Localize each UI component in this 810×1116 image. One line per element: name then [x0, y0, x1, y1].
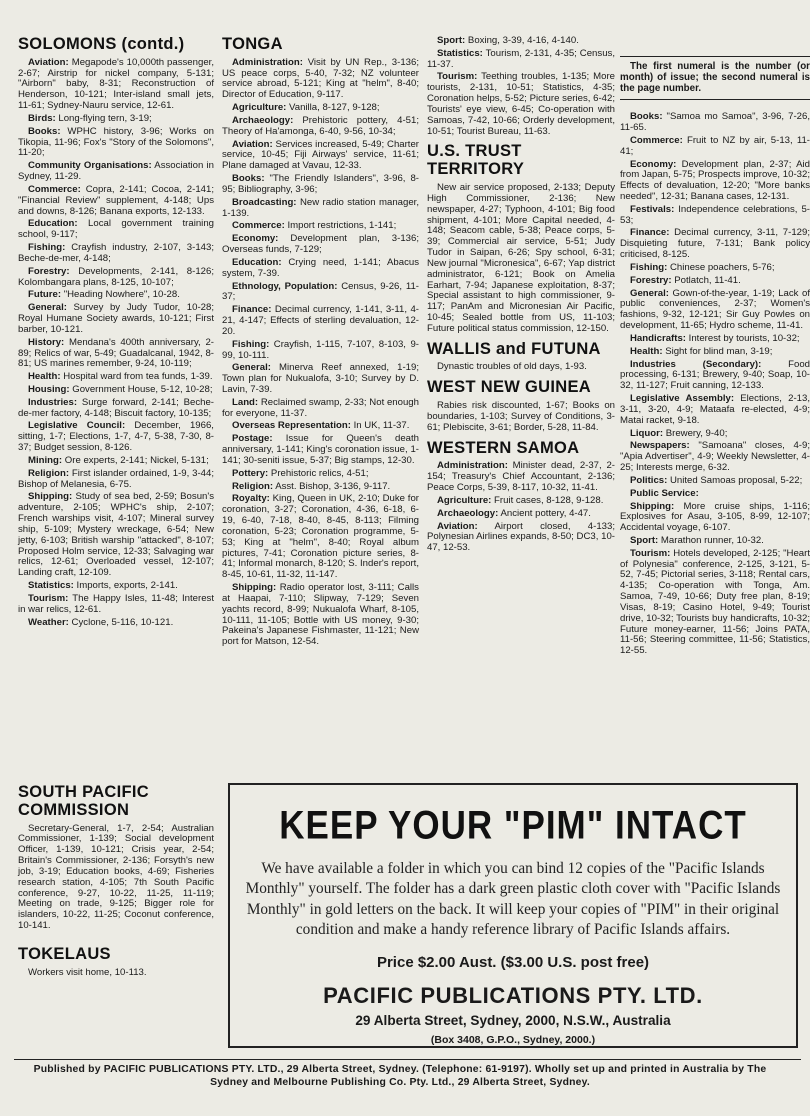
entry-label: Broadcasting: [232, 196, 297, 208]
entry-text: Marathon runner, 10-32. [660, 535, 764, 546]
entry-text: Ore experts, 2-141; Nickel, 5-131; [64, 454, 209, 466]
tonga-continued-entries [427, 36, 615, 137]
index-entry [18, 127, 214, 159]
index-entry [427, 72, 615, 137]
index-entry [18, 372, 214, 383]
index-entry [427, 522, 615, 554]
index-entry [620, 429, 810, 440]
entry-text: Airport closed, 4-133; Polynesian Airlines expands, 8-50; DC3, 10-47, 12-53. [427, 520, 616, 554]
index-entry [620, 347, 810, 358]
entry-text: Services increased, 5-49; Charter service, 10-45; Fiji Airways' service, 11-61; Plane damaged at Vavau, 12-33. [222, 138, 420, 172]
entry-text: Potlatch, 11-41. [674, 274, 741, 286]
entry-text: More cruise ships, 1-116; Explosives for Asau, 3-105, 8-99, 12-107; Accidental voyage, 6-107. [620, 500, 810, 534]
entry-text: Food processing, 6-131; Brewery, 9-40; Soap, 10-32, 11-127; Fruit canning, 12-133. [620, 358, 810, 392]
entry-label: Aviation: [437, 520, 478, 532]
entry-label: Handicrafts: [630, 332, 686, 344]
entry-label: Shipping: [232, 582, 277, 594]
index-entry [620, 549, 810, 657]
entry-label: Agriculture: [232, 102, 287, 114]
index-entry [620, 476, 810, 487]
entry-text: Survey by Judy Tudor, 10-28; Royal Humane Society awards, 10-121; First barber, 10-121. [18, 302, 214, 335]
index-entry [427, 36, 615, 47]
ad-headline: KEEP YOUR "PIM" INTACT [279, 803, 747, 848]
solomons-entries [18, 58, 214, 629]
entry-text: Crying need, 1-141; Abacus system, 7-39. [222, 256, 420, 279]
index-entry [18, 581, 214, 592]
index-entry [222, 482, 419, 493]
entry-label: Public Service: [630, 487, 699, 499]
entry-label: Forestry: [630, 274, 672, 286]
entry-label: Tourism: [630, 547, 671, 559]
entry-text: Elections, 2-13, 3-11, 3-20, 4-9; Mataafa re-elected, 4-9; Matai racket, 9-18. [620, 393, 810, 426]
western-samoa-entries [427, 461, 615, 554]
entry-label: Statistics: [437, 47, 483, 59]
entry-text: Prehistoric pottery, 4-51; Theory of Ha'amonga, 6-40, 9-56, 10-34; [222, 114, 419, 137]
index-entry [427, 49, 615, 71]
entry-label: Legislative Assembly: [630, 393, 735, 405]
entry-label: Land: [232, 396, 259, 408]
index-entry [222, 174, 419, 196]
index-entry [222, 434, 419, 466]
entry-label: Aviation: [28, 56, 69, 68]
entry-text: Developments, 2-141, 8-126; Kolombangara plans, 8-125, 10-107; [18, 265, 214, 288]
index-entry [222, 258, 419, 280]
entry-label: Administration: [232, 56, 303, 68]
entry-label: Sport: [437, 35, 466, 46]
entry-text: United Samoas proposal, 5-22; [670, 474, 803, 486]
entry-text: Decimal currency, 1-141, 3-11, 4-21, 4-147; Effects of sterling devaluation, 12-20. [222, 304, 419, 337]
index-entry [620, 489, 810, 500]
entry-text: Long-flying tern, 3-19; [58, 112, 152, 124]
ad-po-box: (Box 3408, G.P.O., Sydney, 2000.) [430, 1034, 596, 1047]
index-entry [620, 160, 810, 203]
entry-label: Economy: [232, 233, 279, 245]
entry-text: "Samoana" closes, 4-9; "Apia Advertiser", 4-9; Weekly Newsletter, 4-25; Interests merge, 6-32. [620, 440, 810, 474]
index-entry [620, 263, 810, 274]
entry-label: Archaeology: [437, 507, 499, 519]
index-entry [222, 234, 419, 256]
index-entry [18, 421, 214, 453]
index-entry [620, 502, 810, 534]
index-entry [18, 58, 214, 112]
entry-text: Megapode's 10,000th passenger, 2-67; Airstrip for nickel company, 5-131; "Airborn" baby, 8-31; Reconstruction of Henderson, 10-121; Inter-island small jets, 11-61; Sydney-Nauru service, 12-61. [18, 56, 214, 112]
entry-text: King, Queen in UK, 2-10; Duke for coronation, 3-27; Coronation, 4-36, 6-18, 6-19, 6-40, 7-18, 8-40, 8-45, 8-113; Filming coronation, 5-23; Coronation programme, 5-53; King at "helm", 8-40; Royal album pictures, 7-41; Coronation picture series, 8-41; Informal monarch, 8-120; S. Inder's report, 8-45, 10-61, 11-32, 11-147. [222, 493, 419, 581]
tonga-entries [222, 58, 419, 648]
index-entry [18, 618, 214, 629]
entry-text: Vanilla, 8-127, 9-128; [289, 102, 380, 114]
column-solomons [18, 36, 214, 704]
index-entry [222, 58, 419, 101]
index-entry [18, 385, 214, 396]
entry-text: Interest by tourists, 10-32; [688, 332, 800, 344]
entry-text: Decimal currency, 3-11, 7-129; Disquieting future, 7-131; Bank policy criticised, 8-125. [620, 227, 810, 261]
index-entry [18, 398, 214, 420]
west-new-guinea-entry-text: Rabies risk discounted, 1-67; Books on boundaries, 1-103; Survey of Conditions, 3-61; Plebiscite, 3-61; Border, 5-28, 11-84. [427, 400, 615, 433]
entry-text: Mendana's 400th anniversary, 2-89; Relics of war, 5-49; Guadalcanal, 1942, 8-81; US marines remember, 9-24, 10-119; [18, 336, 214, 370]
entry-label: Legislative Council: [28, 420, 126, 432]
entry-text: Minerva Reef annexed, 1-19; Town plan for Nukualofa, 3-10; Survey by D. Lavin, 7-39. [222, 362, 419, 395]
index-entry [222, 305, 419, 337]
entry-label: Royalty: [232, 493, 270, 505]
entry-label: Mining: [28, 454, 63, 466]
index-entry [222, 103, 419, 114]
entry-text: Crayfish, 1-115, 7-107, 8-103, 9-99, 10-111. [222, 338, 419, 361]
entry-text: December, 1966, sitting, 1-7; Elections, 1-7, 4-7, 5-38, 7-30, 8-37; Budget session, 8-126. [18, 420, 214, 454]
entry-text: Asst. Bishop, 3-136, 9-117. [275, 480, 391, 492]
entry-text: Visit by UN Rep., 3-136; US peace corps, 5-40, 7-32; NZ volunteer service abroad, 5-121; King at "helm", 8-40; Director of Education, 9-117. [222, 56, 419, 101]
entry-label: Religion: [232, 480, 274, 492]
entry-text: Chinese poachers, 5-76; [669, 261, 775, 273]
index-entry [222, 469, 419, 480]
index-entry [620, 136, 810, 158]
entry-label: Politics: [630, 474, 668, 486]
index-entry [222, 140, 419, 172]
entry-label: Archaeology: [232, 114, 294, 126]
entry-text: Development plan, 3-136; Overseas funds, 7-129; [222, 233, 419, 256]
entry-text: Reclaimed swamp, 2-33; Not enough for everyone, 11-37. [222, 396, 419, 419]
index-entry [18, 469, 214, 491]
entry-text: Census, 9-26, 11-37; [222, 280, 419, 303]
index-entry [620, 360, 810, 392]
entry-text: Local government training school, 9-117; [18, 218, 214, 241]
entry-label: Finance: [232, 304, 272, 316]
entry-label: Books: [28, 125, 61, 137]
index-entry [620, 334, 810, 345]
index-entry [222, 116, 419, 138]
column-tonga [222, 36, 419, 766]
entry-text: Fruit to NZ by air, 5-13, 11-41; [620, 134, 810, 157]
index-entry [222, 340, 419, 362]
entry-text: Cyclone, 5-116, 10-121. [71, 616, 174, 628]
ad-body-text: We have available a folder in which you can bind 12 copies of the "Pacific Islands Monthly" yourself. The folder has a dark green plastic cloth cover with "Pacific Islands Monthly" in gold letters on the back. It will keep your copies of "PIM" in their original condition and make a handy reference library of Pacific Islands affairs. [245, 860, 781, 939]
entry-label: Health: [28, 371, 61, 383]
entry-label: Shipping: [630, 500, 675, 512]
index-entry [18, 338, 214, 370]
entry-text: Imports, exports, 2-141. [76, 580, 178, 592]
entry-label: Industries: [28, 396, 78, 408]
entry-label: Commerce: [232, 220, 285, 232]
entry-label: General: [28, 302, 67, 314]
entry-label: Pottery: [232, 467, 269, 479]
entry-label: Agriculture: [437, 494, 492, 506]
entry-text: Teething troubles, 1-135; More tourists, 2-131, 10-51; Statistics, 4-35; Coronation helps, 5-52; Picture series, 6-42; Tourists' eye view, 6-45; Co-operation with Samoas, 7-42, 10-66; Orderly development, 10-51; Tourist Bureau, 11-63. [427, 71, 616, 137]
entry-text: Boxing, 3-39, 4-16, 4-140. [467, 35, 579, 46]
western-samoa-contd-entries [620, 112, 810, 657]
entry-text: Surge forward, 2-141; Beche-de-mer factory, 4-148; Biscuit factory, 10-135; [18, 396, 214, 419]
index-entry [620, 536, 810, 547]
entry-text: Ancient pottery, 4-47. [500, 507, 591, 519]
entry-label: Festivals: [630, 203, 675, 215]
column-western-samoa-contd [620, 56, 810, 766]
entry-label: Books: [232, 173, 265, 185]
index-entry [18, 267, 214, 289]
index-entry [18, 290, 214, 301]
entry-text: Issue for Queen's death anniversary, 1-141; King's coronation issue, 1-141; 30-seniti issue, 5-37; Big stamps, 12-30. [222, 433, 419, 466]
index-entry [427, 496, 615, 507]
entry-text: Radio operator lost, 3-111; Calls at Haapai, 7-110; Slipway, 7-129; Seven yachts record, 8-99; Nukualofa Wharf, 8-105, 10-111, 11-105; Bottle with US money, 9-30; Pakeina's Japanese Fishmaster, 11-121; New port for Matson, 12-54. [222, 582, 419, 648]
index-entry [620, 112, 810, 134]
section-heading-west-new-guinea: WEST NEW GUINEA [427, 378, 591, 397]
spc-entry-text: Secretary-General, 1-7, 2-54; Australian Commissioner, 1-139; Social development Officer, 1-139, 10-121; Crisis year, 2-54; Britain's Commissioner, 2-136; Forsyth's new job, 3-19; Education books, 4-69; Fisheries research station, 4-105; 7th South Pacific conference, 9-27, 10-22, 11-25, 11-119; Meeting on trade, 9-125; Bigger role for islanders, 10-22, 11-25; Coconut conference, 10-141. [18, 822, 214, 932]
entry-label: Aviation: [232, 138, 273, 150]
entry-label: Health: [630, 345, 663, 357]
index-entry [18, 219, 214, 241]
entry-text: Government House, 5-12, 10-28; [72, 384, 213, 395]
numbering-explanation: The first numeral is the number (or month) of issue; the second numeral is the page number. [620, 56, 810, 100]
index-entry [620, 441, 810, 473]
ad-address: 29 Alberta Street, Sydney, 2000, N.S.W., Australia [355, 1013, 671, 1029]
entry-text: WPHC history, 3-96; Works on Tikopia, 11-96; Fox's "Story of the Solomons", 11-20; [18, 125, 214, 159]
entry-text: First islander ordained, 1-9, 3-44; Bishop of Melanesia, 6-75. [18, 467, 214, 490]
ad-publisher: PACIFIC PUBLICATIONS PTY. LTD. [323, 983, 703, 1009]
index-entry [222, 421, 419, 432]
index-entry [222, 363, 419, 395]
entry-text: The Happy Isles, 11-48; Interest in war relics, 12-61. [18, 592, 214, 615]
entry-label: Birds: [28, 112, 56, 124]
index-entry [18, 243, 214, 265]
entry-text: Fruit cases, 8-128, 9-128. [494, 494, 604, 506]
entry-label: Tourism: [437, 71, 478, 83]
entry-label: Liquor: [630, 427, 664, 439]
entry-label: Tourism: [28, 592, 69, 604]
index-entry [620, 228, 810, 260]
entry-label: Housing: [28, 384, 70, 395]
entry-label: Ethnology, Population: [232, 280, 338, 292]
index-entry [18, 303, 214, 335]
index-entry [18, 185, 214, 217]
index-entry [222, 282, 419, 304]
index-entry [427, 509, 615, 520]
index-entry [427, 461, 615, 493]
index-entry [620, 289, 810, 332]
entry-text: "Samoa mo Samoa", 3-96, 7-26, 11-65. [620, 111, 810, 134]
entry-label: General: [232, 362, 271, 374]
entry-text: Development plan, 2-37; Aid from Japan, 5-75; Prospects improve, 10-32; Effects of devaluation, 12-20; "More banks needed", 12-31; Banana cases, 12-131. [620, 158, 810, 202]
entry-label: Commerce: [28, 183, 81, 195]
index-entry [18, 114, 214, 125]
entry-label: Economy: [630, 158, 677, 170]
entry-label: Fishing: [630, 261, 668, 273]
entry-label: Books: [630, 111, 663, 123]
entry-label: Overseas Representation: [232, 420, 351, 432]
entry-label: Newspapers: [630, 440, 690, 452]
section-heading-us-trust-territory: U.S. TRUST TERRITORY [427, 142, 525, 179]
pim-folder-advertisement [228, 783, 798, 1048]
entry-label: Postage: [232, 433, 273, 445]
entry-label: Finance: [630, 227, 670, 239]
wallis-entry-text: Dynastic troubles of old days, 1-93. [437, 361, 587, 373]
entry-text: Brewery, 9-40; [665, 427, 728, 439]
entry-text: Minister dead, 2-37, 2-154; Treasury's Chief Accountant, 2-136; Peace Corps, 5-39, 8-117, 10-32, 11-41. [427, 460, 615, 494]
entry-label: Administration: [437, 460, 508, 472]
index-entry [222, 494, 419, 581]
index-entry [620, 205, 810, 227]
index-entry [222, 221, 419, 232]
entry-label: Statistics: [28, 580, 74, 592]
entry-label: Community Organisations: [28, 160, 152, 172]
index-entry [620, 394, 810, 426]
index-entry [18, 161, 214, 183]
entry-text: New radio station manager, 1-139. [222, 196, 419, 219]
column-us-trust-wallis-wng-samoa [427, 36, 615, 766]
entry-label: Future: [28, 289, 62, 301]
section-heading-tonga: TONGA [222, 35, 283, 53]
entry-text: Independence celebrations, 5-53; [620, 203, 810, 226]
footer-divider [14, 1059, 801, 1060]
entry-label: General: [630, 287, 669, 299]
entry-label: Education: [232, 256, 282, 268]
entry-text: Association in Sydney, 11-29. [18, 160, 214, 183]
tokelaus-entry-text: Workers visit home, 10-113. [28, 966, 147, 978]
entry-label: Commerce: [630, 134, 683, 146]
publisher-imprint: Published by PACIFIC PUBLICATIONS PTY. LTD., 29 Alberta Street, Sydney. (Telephone: 61-9197). Wholly set up and printed in Australia by The Sydney and Melbourne Publishing Co. Pty. Ltd., 29 Alberta Street, Sydney. [33, 1064, 767, 1088]
section-heading-tokelaus: TOKELAUS [18, 944, 111, 963]
ad-price: Price $2.00 Aust. ($3.00 U.S. post free) [376, 954, 650, 972]
index-entry [18, 456, 214, 467]
entry-text: Prehistoric relics, 4-51; [270, 467, 369, 479]
entry-text: Study of sea bed, 2-59; Bosun's adventure, 2-105; WPHC's ship, 2-107; French warships visit, 4-107; Mineral survey ship, 5-109; Mystery wreckage, 6-54; New jetty, 6-103; British warship "attacked", 8-107; Proposed Holm service, 12-33; Salvaging war relics, 12-61; Overloaded vessel, 12-107; Landing craft, 12-109. [18, 491, 214, 579]
section-heading-solomons: SOLOMONS (contd.) [18, 35, 185, 53]
entry-text: Tourism, 2-131, 4-35; Census, 11-37. [427, 47, 615, 70]
entry-text: Copra, 2-141; Cocoa, 2-141; "Financial Review" supplement, 4-148; Ups and downs, 8-126; Banana exports, 12-133. [18, 183, 214, 217]
entry-text: "Heading Nowhere", 10-28. [63, 289, 180, 301]
entry-text: Hotels developed, 2-125; "Heart of Polynesia" conference, 2-125, 3-121, 5-52, 7-45; Pictorial series, 3-118; Rental cars, 4-135; Co-operation with Tonga, Am. Samoa, 7-49, 10-66; Duty free plan, 8-19; Visas, 8-19; Casino Hotel, 9-49; Tourist drive, 10-32; Tourists buy handicrafts, 10-32; Future money-earner, 11-56; Joins PATA, 11-56; Steering committee, 11-56; Statistics, 12-55. [620, 547, 810, 657]
entry-text: Crayfish industry, 2-107, 3-143; Beche-de-mer, 4-148; [18, 242, 214, 264]
entry-label: Industries (Secondary): [630, 358, 762, 370]
entry-text: Hospital ward from tea funds, 1-39. [63, 371, 213, 383]
entry-text: "The Friendly Islanders", 3-96, 8-95; Bibliography, 3-96; [222, 173, 419, 195]
index-entry [18, 594, 214, 616]
section-heading-wallis-futuna: WALLIS and FUTUNA [427, 339, 601, 358]
section-heading-western-samoa: WESTERN SAMOA [427, 438, 580, 457]
entry-label: Shipping: [28, 491, 73, 503]
us-trust-entry-text: New air service proposed, 2-133; Deputy High Commissioner, 2-136; New newspaper, 4-27; Typhoon, 4-101; Big food shipment, 4-101; More Capital needed, 4-148; Seacom cable, 5-38; Peace corps, 5-39; Commercial air service, 5-51; Judy Tudor in Saipan, 6-26; Spy school, 6-31; New journal "Micronesica", 6-67; Yap district administrator, 6-121; Book on Amelia Earhart, 7-94; Japanese exploitation, 8-37; Special assistant to high commissioner, 9-117; PanAm and Micronesian Air Pacific, 10-45; Sealed bottle from US, 11-103; Future political status commission, 12-150. [427, 182, 615, 334]
section-heading-south-pacific-commission: SOUTH PACIFIC COMMISSION [18, 783, 150, 819]
index-entry [222, 398, 419, 420]
entry-label: Weather: [28, 616, 69, 628]
entry-label: Religion: [28, 467, 70, 479]
column-spc-tokelaus [18, 784, 214, 1014]
entry-text: In UK, 11-37. [353, 420, 410, 432]
entry-label: Forestry: [28, 265, 70, 277]
entry-text: Import restrictions, 1-141; [287, 220, 397, 232]
entry-label: Fishing: [232, 338, 270, 350]
index-entry [18, 492, 214, 579]
entry-label: History: [28, 336, 65, 348]
entry-text: Gown-of-the-year, 1-19; Lack of public conveniences, 2-37; Women's fashions, 9-32, 12-121; Sir Guy Powles on development, 11-65; Hydro scheme, 11-41. [620, 287, 810, 332]
index-entry [222, 198, 419, 220]
entry-label: Fishing: [28, 242, 66, 254]
entry-label: Sport: [630, 535, 659, 546]
entry-label: Education: [28, 218, 78, 230]
index-entry [222, 583, 419, 648]
entry-text: Sight for blind man, 3-19; [665, 345, 773, 357]
index-entry [620, 276, 810, 287]
